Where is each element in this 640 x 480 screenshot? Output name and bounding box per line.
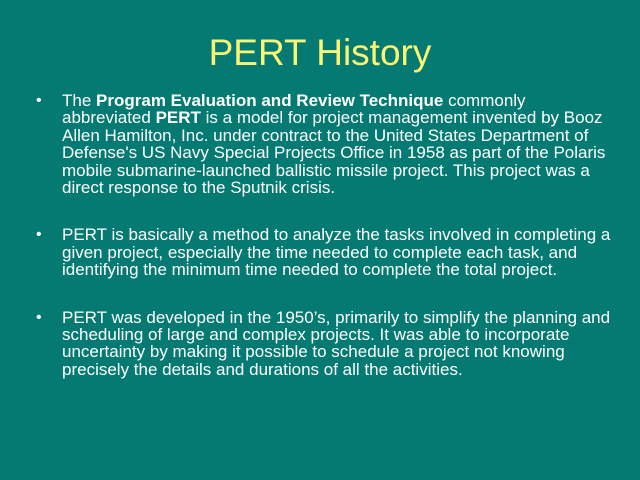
bullet-bold-full-name: Program Evaluation and Review Technique <box>96 91 444 110</box>
bullet-item-pert-method <box>36 226 611 278</box>
bullet-dot-icon: • <box>36 92 42 109</box>
bullet-text-intro: The <box>62 91 97 110</box>
bullet-dot-icon: • <box>36 308 42 326</box>
slide-title: PERT History <box>208 32 432 73</box>
bullet-list <box>36 92 611 408</box>
bullet-text-definition: is a model for project management invented by Booz Allen Hamilton, Inc. under contract to the United States Department of Defense's US Navy Special Projects Office in 1958 as part of the Polaris mobile submarine-launched ballistic missile project. This project was a direct response to the Sputnik crisis. <box>62 108 606 198</box>
bullet-text-method: PERT is basically a method to analyze the tasks involved in completing a given project, especially the time needed to complete each task, and identifying the minimum time needed to complete the total project. <box>62 225 611 280</box>
bullet-text-abbrev-intro: commonly abbreviated <box>62 91 526 128</box>
bullet-item-pert-definition <box>36 92 611 196</box>
bullet-item-pert-development <box>36 309 611 379</box>
bullet-bold-pert: PERT <box>155 108 201 128</box>
bullet-text-development: PERT was developed in the 1950’s, primarily to simplify the planning and scheduling of large and complex projects. It was able to incorporate uncertainty by making it possible to schedule a project not knowing precisely the details and durations of all the activities. <box>62 307 611 379</box>
bullet-dot-icon: • <box>36 226 42 244</box>
